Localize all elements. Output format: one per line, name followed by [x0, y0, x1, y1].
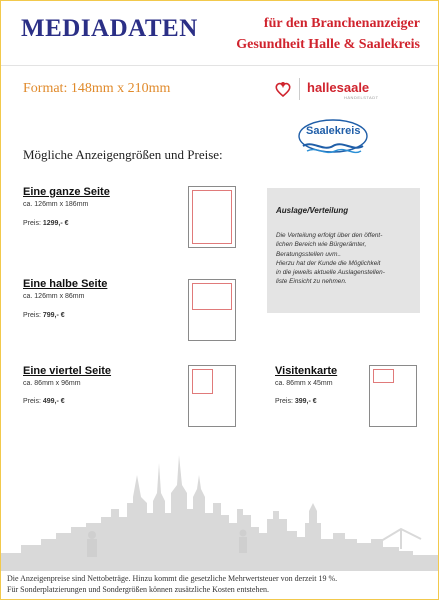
half-page-preview: [188, 279, 236, 341]
quarter-page-preview: [188, 365, 236, 427]
ad-title-full-page: Eine ganze Seite: [23, 186, 110, 198]
price-value: 399,- €: [294, 398, 317, 405]
info-line: lichen Bereich wie Bürgerämter,: [276, 241, 367, 249]
price-label: Preis:: [23, 220, 41, 227]
footer-line-1: Die Anzeigenpreise sind Nettobeträge. Hinzu kommt die gesetzliche Mehrwertsteuer von derzeit 19 %.: [7, 574, 338, 583]
footer-line-2: Für Sonderplatzierungen und Sondergrößen können zusätzliche Kosten entstehen.: [7, 585, 270, 594]
ad-title-half-page: Eine halbe Seite: [23, 278, 108, 290]
saalekreis-logo: [297, 118, 369, 158]
info-line: Hierzu hat der Kunde die Möglichkeit: [276, 259, 381, 267]
ad-title-quarter-page: Eine viertel Seite: [23, 365, 112, 377]
price-label: Preis:: [275, 398, 293, 405]
ad-price-half-page: [23, 312, 65, 319]
business-card-preview: [369, 365, 417, 427]
business-card-ad-area: [373, 369, 394, 383]
footer-note: [7, 573, 337, 595]
ad-size-full-page: ca. 126mm x 186mm: [23, 201, 89, 208]
price-value: 499,- €: [42, 398, 65, 405]
info-line: Beratungsstellen uvm..: [276, 250, 342, 258]
ad-size-half-page: ca. 126mm x 86mm: [23, 293, 85, 300]
subtitle-line-2: Gesundheit Halle & Saalekreis: [236, 37, 420, 52]
half-page-ad-area: [192, 283, 232, 310]
price-label: Preis:: [23, 398, 41, 405]
subtitle-line-1: für den Branchenanzeiger: [263, 16, 420, 31]
intro-text: Mögliche Anzeigengrößen und Preise:: [23, 147, 223, 162]
format-label: Format: 148mm x 210mm: [23, 81, 171, 96]
price-value: 1299,- €: [42, 220, 69, 227]
quarter-page-ad-area: [192, 369, 213, 394]
info-line: liste Einsicht zu nehmen.: [276, 278, 347, 286]
ad-price-full-page: [23, 220, 69, 227]
halle-heart-logo-icon: [273, 79, 293, 99]
ad-size-quarter-page: ca. 86mm x 96mm: [23, 380, 81, 387]
halle-skyline-illustration: [1, 453, 438, 571]
logo-separator: [299, 78, 300, 100]
full-page-preview: [188, 186, 236, 248]
distribution-info-box: [267, 188, 420, 313]
ad-size-business-card: ca. 86mm x 45mm: [275, 380, 333, 387]
full-page-ad-area: [192, 190, 232, 244]
saalekreis-wave-icon: [297, 118, 369, 158]
hallesaale-logo-subtext: HÄNDELSTADT: [344, 95, 379, 100]
price-value: 799,- €: [42, 312, 65, 319]
price-label: Preis:: [23, 312, 41, 319]
page-title: MEDIADATEN: [21, 15, 198, 42]
ad-price-business-card: [275, 398, 317, 405]
saalekreis-logo-text: Saalekreis: [306, 125, 361, 137]
hallesaale-logo-text: hallesaale: [307, 80, 370, 95]
ad-title-business-card: Visitenkarte: [275, 365, 338, 377]
info-line: Die Verteilung erfolgt über den öffent-: [276, 232, 383, 239]
info-line: in die jeweils aktuelle Auslagenstellen-: [276, 269, 385, 277]
header-divider: [1, 65, 438, 66]
info-text: [276, 231, 418, 287]
ad-price-quarter-page: [23, 398, 65, 405]
info-title: Auslage/Verteilung: [276, 206, 349, 215]
